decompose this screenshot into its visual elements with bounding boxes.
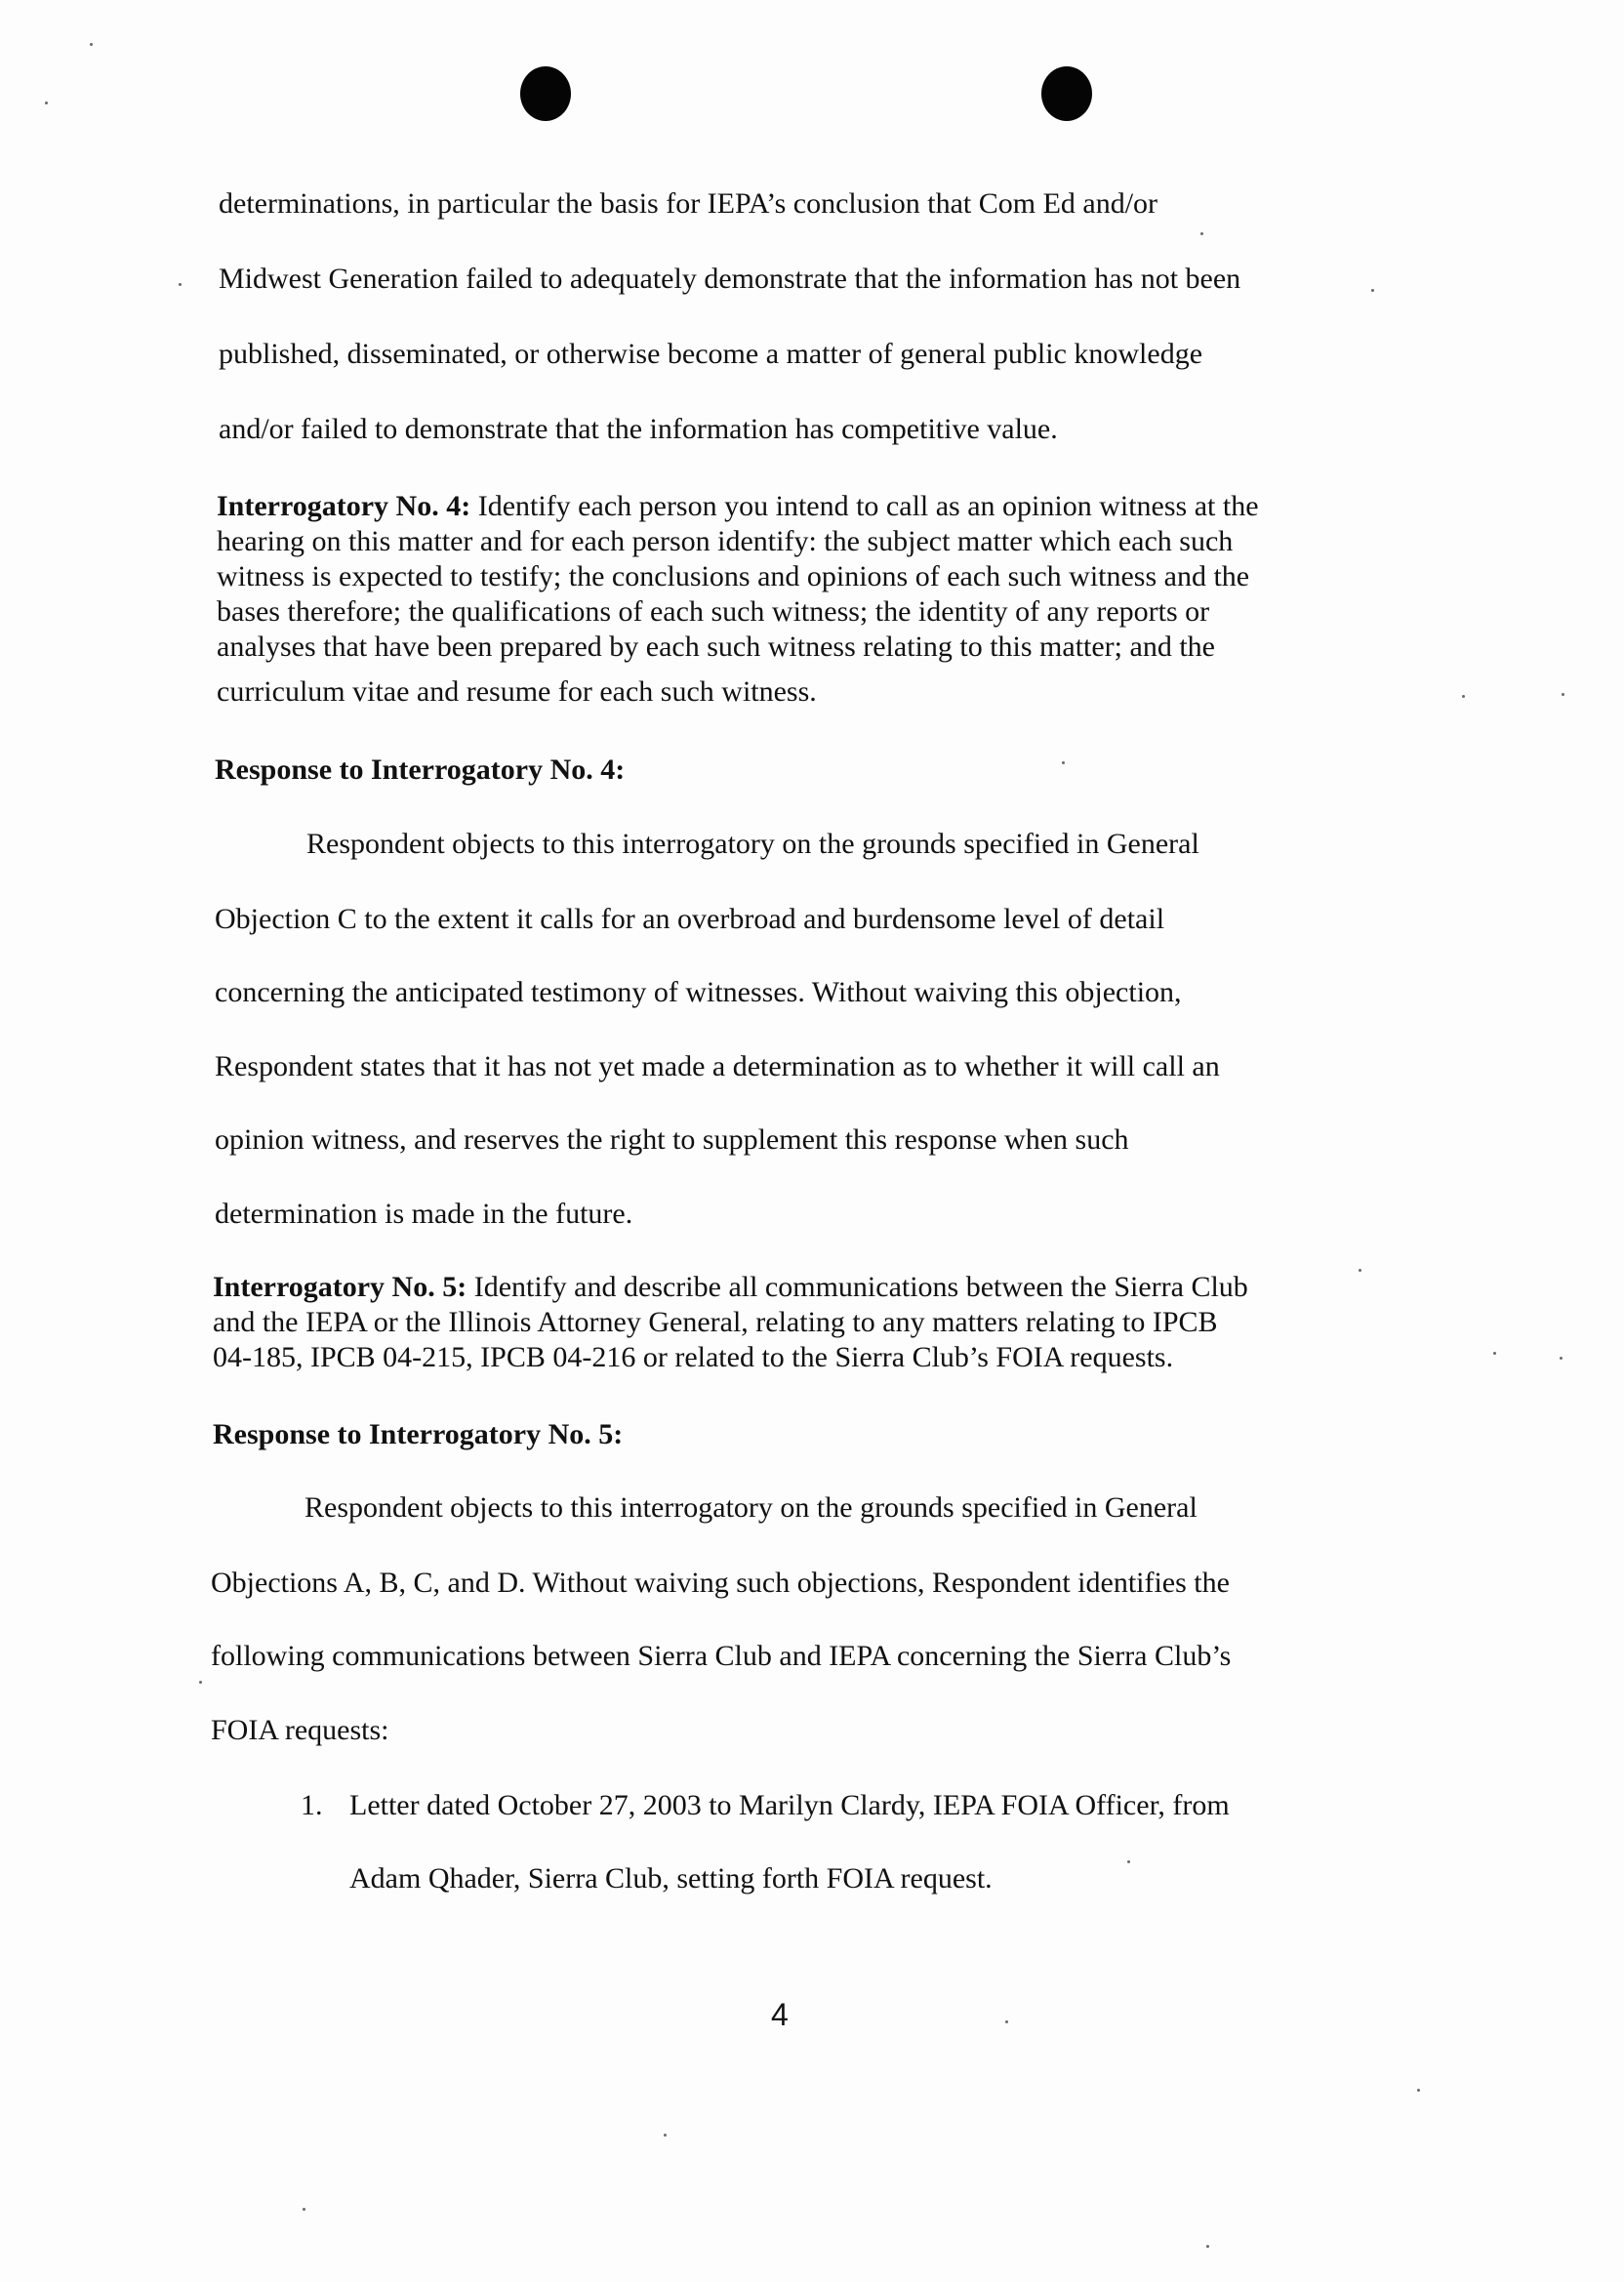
response-4-heading: Response to Interrogatory No. 4: (215, 754, 626, 786)
response-5-line: following communications between Sierra Club and IEPA concerning the Sierra Club’s (211, 1640, 1232, 1672)
scan-speck (1493, 1352, 1496, 1355)
continuation-line: and/or failed to demonstrate that the information has competitive value. (219, 413, 1058, 445)
response-4-line: Respondent objects to this interrogatory on the grounds specified in General (306, 828, 1199, 860)
continuation-line: determinations, in particular the basis for IEPA’s conclusion that Com Ed and/or (219, 187, 1158, 220)
interrogatory-4-first-line (217, 490, 1259, 523)
response-5-line: Respondent objects to this interrogatory on the grounds specified in General (304, 1491, 1198, 1524)
response-5-line: FOIA requests: (211, 1714, 389, 1746)
page-number: 4 (771, 1997, 789, 2032)
response-5-heading: Response to Interrogatory No. 5: (213, 1418, 624, 1450)
scan-speck (1359, 1269, 1361, 1272)
scan-speck (1560, 1357, 1563, 1360)
scan-speck (1127, 1860, 1130, 1863)
scan-speck (45, 102, 48, 104)
scan-speck (1417, 2089, 1420, 2092)
continuation-line: published, disseminated, or otherwise become a matter of general public knowledge (219, 338, 1203, 370)
interrogatory-5-text: Identify and describe all communications between the Sierra Club (467, 1271, 1248, 1303)
scan-speck (1371, 289, 1374, 292)
scan-speck (179, 283, 182, 286)
scan-speck (664, 2134, 667, 2137)
list-item-number: 1. (301, 1789, 323, 1821)
interrogatory-4-text: Identify each person you intend to call as an opinion witness at the (470, 490, 1259, 522)
interrogatory-5-line: and the IEPA or the Illinois Attorney General, relating to any matters relating to IPCB (213, 1306, 1218, 1338)
scan-speck (1200, 232, 1203, 235)
list-item-line: Letter dated October 27, 2003 to Marilyn Clardy, IEPA FOIA Officer, from (349, 1789, 1230, 1821)
scan-speck (1062, 761, 1065, 764)
scan-speck (1562, 693, 1564, 696)
response-5-line: Objections A, B, C, and D. Without waiving such objections, Respondent identifies the (211, 1567, 1230, 1599)
interrogatory-4-line: hearing on this matter and for each person identify: the subject matter which each such (217, 525, 1234, 557)
interrogatory-5-first-line (213, 1271, 1248, 1304)
response-4-line: opinion witness, and reserves the right to supplement this response when such (215, 1123, 1129, 1156)
scan-speck (1005, 2020, 1008, 2023)
interrogatory-5-line: 04-185, IPCB 04-215, IPCB 04-216 or related to the Sierra Club’s FOIA requests. (213, 1341, 1174, 1373)
continuation-line: Midwest Generation failed to adequately demonstrate that the information has not been (219, 263, 1241, 295)
response-4-line: determination is made in the future. (215, 1198, 633, 1230)
scan-speck (1206, 2245, 1209, 2248)
interrogatory-4-line: analyses that have been prepared by each such witness relating to this matter; and the (217, 631, 1215, 663)
response-4-line: Respondent states that it has not yet made a determination as to whether it will call an (215, 1050, 1220, 1082)
list-item-line: Adam Qhader, Sierra Club, setting forth FOIA request. (349, 1862, 993, 1895)
scan-speck (303, 2208, 305, 2211)
scan-speck (1462, 695, 1465, 698)
interrogatory-4-line: bases therefore; the qualifications of each such witness; the identity of any reports or (217, 595, 1210, 628)
scan-speck (199, 1681, 202, 1684)
scan-speck (90, 43, 93, 46)
interrogatory-4-line: witness is expected to testify; the conclusions and opinions of each such witness and the (217, 560, 1250, 592)
interrogatory-4-line: curriculum vitae and resume for each such witness. (217, 675, 817, 708)
punch-hole-right (1041, 66, 1092, 121)
interrogatory-4-label: Interrogatory No. 4: (217, 490, 471, 522)
punch-hole-left (520, 66, 571, 121)
response-4-line: concerning the anticipated testimony of witnesses. Without waiving this objection, (215, 976, 1182, 1008)
interrogatory-5-label: Interrogatory No. 5: (213, 1271, 467, 1303)
response-4-line: Objection C to the extent it calls for an overbroad and burdensome level of detail (215, 903, 1165, 935)
